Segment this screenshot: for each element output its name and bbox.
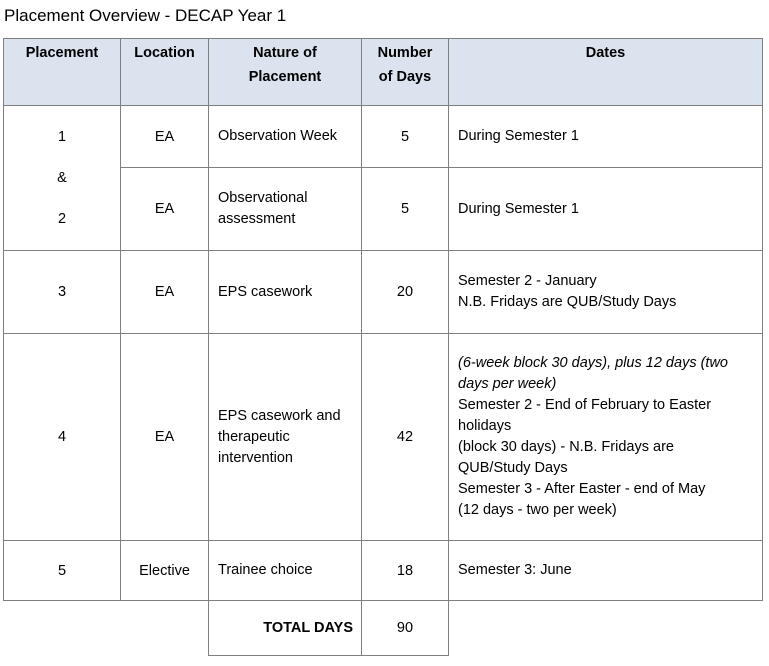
placement-cell: 5 xyxy=(4,541,121,601)
nature-line: therapeutic xyxy=(218,428,290,445)
total-row xyxy=(4,601,763,656)
nature-cell: Observation Week xyxy=(209,106,362,168)
location-cell: EA xyxy=(121,251,209,334)
dates-cell xyxy=(449,251,763,334)
days-cell: 5 xyxy=(362,168,449,251)
dates-line: (6-week block 30 days), plus 12 days (two xyxy=(458,355,728,371)
placement-table xyxy=(3,38,763,656)
document-title: Placement Overview - DECAP Year 1 xyxy=(4,6,287,25)
header-row xyxy=(4,39,763,106)
dates-line: (block 30 days) - N.B. Fridays are xyxy=(458,439,674,455)
table-row xyxy=(4,334,763,541)
days-cell: 42 xyxy=(362,334,449,541)
nature-cell: Trainee choice xyxy=(209,541,362,601)
placement-cell: 4 xyxy=(4,334,121,541)
nature-line: Observational xyxy=(218,190,308,206)
nature-cell: EPS casework xyxy=(209,251,362,334)
dates-line: Semester 2 - End of February to Easter xyxy=(458,397,712,413)
dates-line: (12 days - two per week) xyxy=(458,502,617,518)
table-row xyxy=(4,541,763,601)
header-placement: Placement xyxy=(4,39,121,106)
placement-cell: 3 xyxy=(4,251,121,334)
table-row xyxy=(4,251,763,334)
nature-line: assessment xyxy=(218,211,296,227)
days-cell: 5 xyxy=(362,106,449,168)
dates-line: days per week) xyxy=(458,376,557,392)
dates-line: Semester 3 - After Easter - end of May xyxy=(458,481,706,497)
total-days-value: 90 xyxy=(362,601,449,656)
dates-cell xyxy=(449,334,763,541)
days-cell: 18 xyxy=(362,541,449,601)
placement-cell-1-2 xyxy=(4,106,121,251)
header-days xyxy=(362,39,449,106)
nature-cell xyxy=(209,334,362,541)
table-row xyxy=(4,106,763,168)
dates-line: QUB/Study Days xyxy=(458,460,568,476)
dates-cell: Semester 3: June xyxy=(449,541,763,601)
location-cell: EA xyxy=(121,106,209,168)
location-cell: EA xyxy=(121,168,209,251)
header-dates: Dates xyxy=(449,39,763,106)
dates-line: holidays xyxy=(458,418,512,434)
placement-ampersand: & xyxy=(57,169,67,186)
header-nature-line1: Nature of xyxy=(253,45,317,61)
header-days-line1: Number xyxy=(377,45,433,61)
days-cell: 20 xyxy=(362,251,449,334)
header-nature-line2: Placement xyxy=(248,69,322,85)
dates-line: N.B. Fridays are QUB/Study Days xyxy=(458,294,677,310)
placement-number-2: 2 xyxy=(57,210,67,227)
header-days-line2: of Days xyxy=(378,69,432,85)
dates-cell: During Semester 1 xyxy=(449,106,763,168)
location-cell: EA xyxy=(121,334,209,541)
location-cell: Elective xyxy=(121,541,209,601)
placement-number-1: 1 xyxy=(57,128,67,145)
dates-line: Semester 2 - January xyxy=(458,273,597,289)
nature-line: intervention xyxy=(218,449,293,466)
total-days-label: TOTAL DAYS xyxy=(209,601,362,656)
nature-line: EPS casework and xyxy=(218,407,341,424)
header-location: Location xyxy=(121,39,209,106)
nature-cell xyxy=(209,168,362,251)
dates-cell: During Semester 1 xyxy=(449,168,763,251)
header-nature xyxy=(209,39,362,106)
